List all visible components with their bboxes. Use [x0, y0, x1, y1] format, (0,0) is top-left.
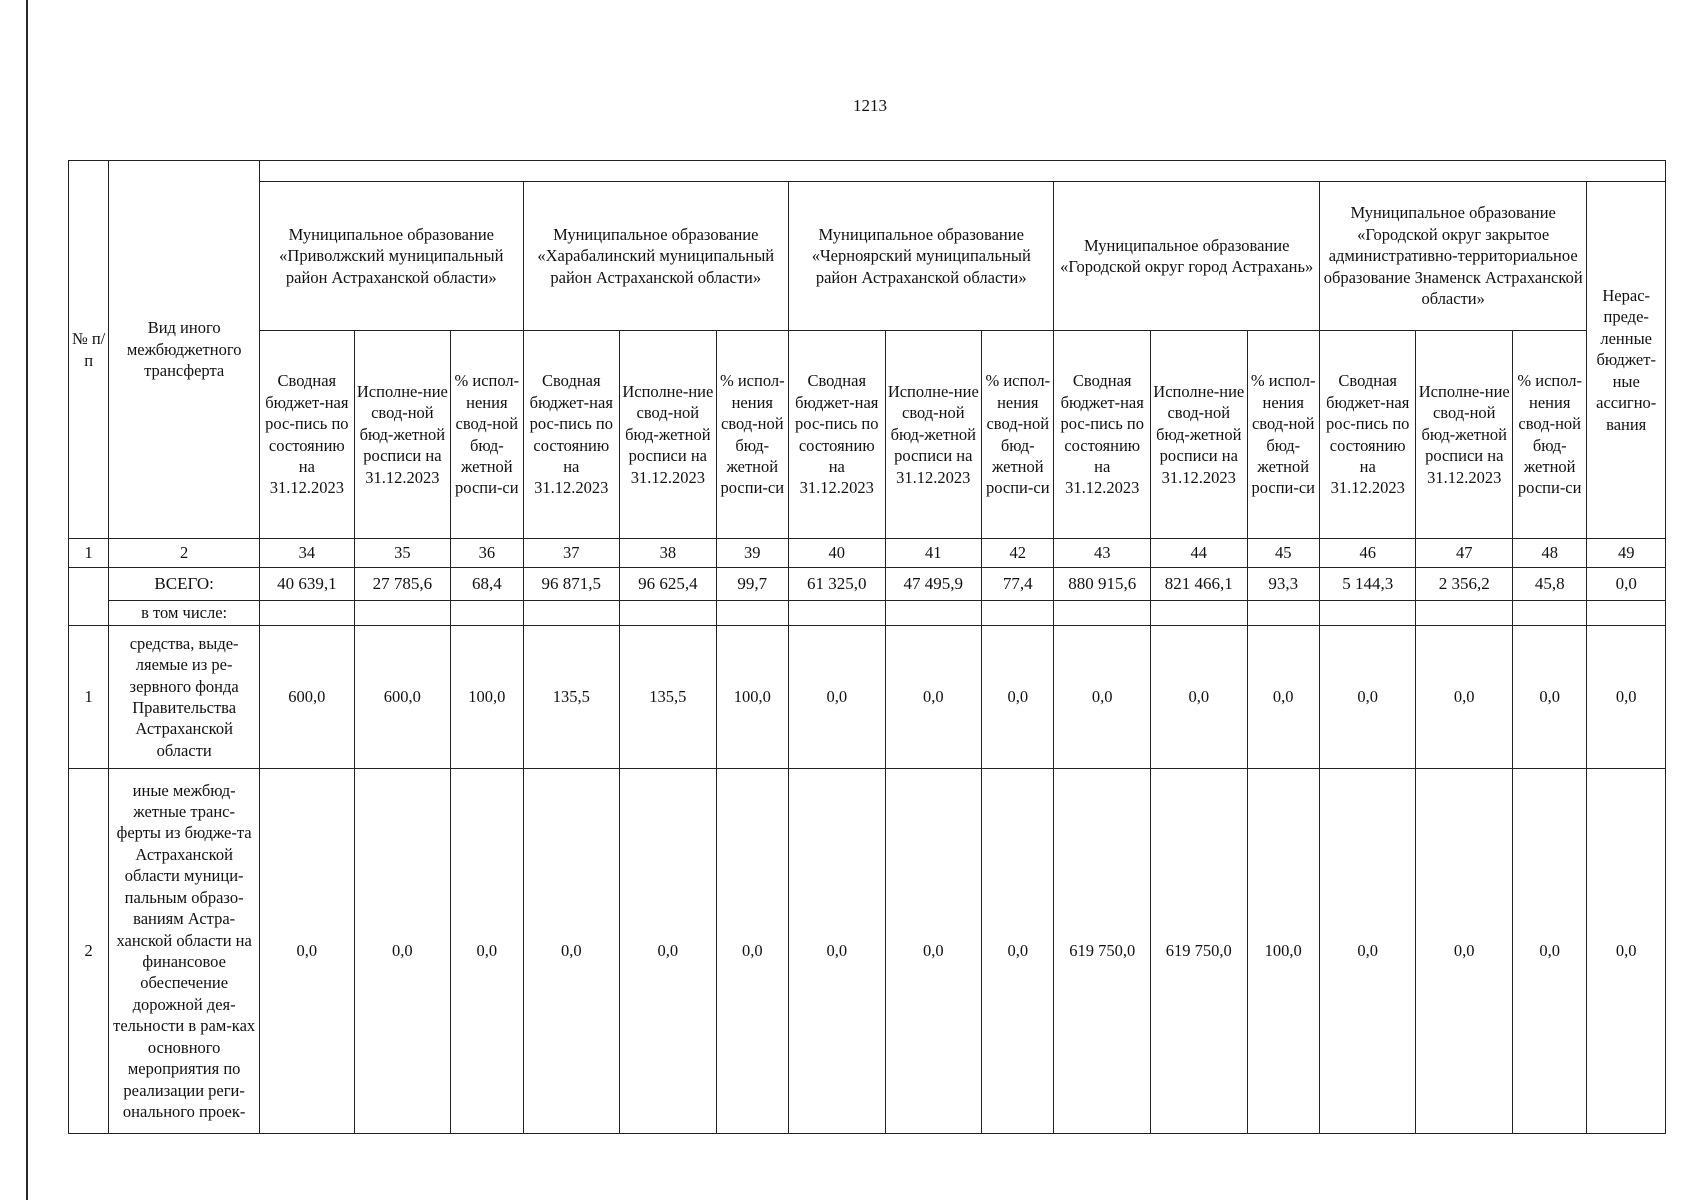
- column-number: 49: [1587, 539, 1666, 568]
- municipality-chernoyarsky: Муниципальное образование «Черноярский муниципальный район Астраханской области»: [789, 182, 1054, 331]
- table-cell: [354, 601, 451, 626]
- sub-header-exec: Исполне-ние свод-ной бюд-жетной росписи на 31.12.2023: [354, 331, 451, 539]
- table-cell: 0,0: [1247, 626, 1319, 769]
- table-cell: [1416, 601, 1513, 626]
- table-cell: 600,0: [354, 626, 451, 769]
- col-header-unallocated: Нерас-преде-ленные бюджет-ные ассигно-вания: [1587, 182, 1666, 539]
- table-cell: 0,0: [523, 769, 620, 1134]
- header-strip-cell: [260, 161, 1666, 182]
- table-cell: [1247, 601, 1319, 626]
- table-cell: 2 356,2: [1416, 568, 1513, 601]
- table-row-total: [69, 568, 1666, 601]
- table-cell: 0,0: [1416, 626, 1513, 769]
- table-cell: 821 466,1: [1151, 568, 1248, 601]
- budget-execution-table: [68, 160, 1666, 1134]
- sub-header-pct: % испол-нения свод-ной бюд-жетной роспи-си: [716, 331, 788, 539]
- scan-edge-line: [26, 0, 28, 1200]
- column-number: 37: [523, 539, 620, 568]
- table-cell: 68,4: [451, 568, 523, 601]
- table-cell: 47 495,9: [885, 568, 982, 601]
- table-row: [69, 769, 1666, 1134]
- table-cell: 0,0: [789, 626, 886, 769]
- table-cell: 0,0: [789, 769, 886, 1134]
- table-cell: 100,0: [716, 626, 788, 769]
- table-cell: 0,0: [1513, 626, 1587, 769]
- municipality-kharabalinsky: Муниципальное образование «Харабалинский муниципальный район Астраханской области»: [523, 182, 788, 331]
- table-cell: 619 750,0: [1054, 769, 1151, 1134]
- table-cell: 135,5: [620, 626, 717, 769]
- table-cell: 96 871,5: [523, 568, 620, 601]
- table-cell: [1587, 601, 1666, 626]
- table-cell: 99,7: [716, 568, 788, 601]
- table-cell: 0,0: [1151, 626, 1248, 769]
- header-top-strip: [69, 161, 1666, 182]
- table-cell: [1054, 601, 1151, 626]
- column-number: 35: [354, 539, 451, 568]
- column-number: 40: [789, 539, 886, 568]
- column-number: 43: [1054, 539, 1151, 568]
- table-cell: 600,0: [260, 626, 355, 769]
- table-cell: [716, 601, 788, 626]
- row-number: 1: [69, 626, 109, 769]
- table-cell: 0,0: [260, 769, 355, 1134]
- table-cell: 0,0: [451, 769, 523, 1134]
- table-cell: [620, 601, 717, 626]
- column-number: 46: [1319, 539, 1416, 568]
- table-cell: 0,0: [982, 769, 1054, 1134]
- table-cell: [1319, 601, 1416, 626]
- table-cell: 93,3: [1247, 568, 1319, 601]
- table-cell: 135,5: [523, 626, 620, 769]
- row-label-total: ВСЕГО:: [109, 568, 260, 601]
- sub-header-row: [69, 331, 1666, 539]
- column-number: 41: [885, 539, 982, 568]
- table-cell: 0,0: [1587, 626, 1666, 769]
- sub-header-plan: Сводная бюджет-ная рос-пись по состоянию на 31.12.2023: [260, 331, 355, 539]
- sub-header-exec: Исполне-ние свод-ной бюд-жетной росписи на 31.12.2023: [885, 331, 982, 539]
- table-cell: 0,0: [982, 626, 1054, 769]
- table-cell: 40 639,1: [260, 568, 355, 601]
- table-cell: [523, 601, 620, 626]
- row-number: [69, 568, 109, 626]
- sub-header-pct: % испол-нения свод-ной бюд-жетной роспи-си: [1247, 331, 1319, 539]
- municipality-znamensk: Муниципальное образование «Городской округ закрытое административно-территориальное образование Знаменск Астраханской области»: [1319, 182, 1586, 331]
- column-number-row: [69, 539, 1666, 568]
- sub-header-plan: Сводная бюджет-ная рос-пись по состоянию на 31.12.2023: [1054, 331, 1151, 539]
- sub-header-plan: Сводная бюджет-ная рос-пись по состоянию на 31.12.2023: [789, 331, 886, 539]
- table-cell: 0,0: [1319, 626, 1416, 769]
- column-number: 47: [1416, 539, 1513, 568]
- column-number: 48: [1513, 539, 1587, 568]
- table-cell: 0,0: [1587, 769, 1666, 1134]
- table-row-including: [69, 601, 1666, 626]
- table-cell: [885, 601, 982, 626]
- table-cell: 0,0: [1587, 568, 1666, 601]
- column-number: 39: [716, 539, 788, 568]
- table-cell: 77,4: [982, 568, 1054, 601]
- table-cell: 0,0: [885, 769, 982, 1134]
- table-cell: 0,0: [1319, 769, 1416, 1134]
- sub-header-pct: % испол-нения свод-ной бюд-жетной роспи-си: [451, 331, 523, 539]
- page-number: 1213: [853, 96, 887, 115]
- municipality-astrakhan-city: Муниципальное образование «Городской округ город Астрахань»: [1054, 182, 1319, 331]
- col-header-no: № п/п: [69, 161, 109, 539]
- table-cell: 0,0: [620, 769, 717, 1134]
- column-number: 2: [109, 539, 260, 568]
- column-number: 1: [69, 539, 109, 568]
- table-cell: [982, 601, 1054, 626]
- sub-header-pct: % испол-нения свод-ной бюд-жетной роспи-си: [1513, 331, 1587, 539]
- column-number: 38: [620, 539, 717, 568]
- table-cell: [260, 601, 355, 626]
- table-cell: [1513, 601, 1587, 626]
- table-cell: 45,8: [1513, 568, 1587, 601]
- table-cell: 96 625,4: [620, 568, 717, 601]
- table-cell: [789, 601, 886, 626]
- row-number: 2: [69, 769, 109, 1134]
- row-label-including: в том числе:: [109, 601, 260, 626]
- table-cell: 880 915,6: [1054, 568, 1151, 601]
- table-cell: 0,0: [1416, 769, 1513, 1134]
- table-cell: 100,0: [451, 626, 523, 769]
- table-cell: [1151, 601, 1248, 626]
- table-cell: 0,0: [885, 626, 982, 769]
- table-cell: 5 144,3: [1319, 568, 1416, 601]
- column-number: 36: [451, 539, 523, 568]
- col-header-transfer-type: Вид иного межбюджетного трансферта: [109, 161, 260, 539]
- sub-header-pct: % испол-нения свод-ной бюд-жетной роспи-си: [982, 331, 1054, 539]
- column-number: 42: [982, 539, 1054, 568]
- municipality-header-row: [69, 182, 1666, 331]
- sub-header-plan: Сводная бюджет-ная рос-пись по состоянию на 31.12.2023: [1319, 331, 1416, 539]
- column-number: 45: [1247, 539, 1319, 568]
- sub-header-plan: Сводная бюджет-ная рос-пись по состоянию на 31.12.2023: [523, 331, 620, 539]
- row-label: средства, выде-ляемые из ре-зервного фонда Правительства Астраханской области: [109, 626, 260, 769]
- table-cell: 0,0: [716, 769, 788, 1134]
- table-cell: 61 325,0: [789, 568, 886, 601]
- table-cell: 0,0: [1054, 626, 1151, 769]
- sub-header-exec: Исполне-ние свод-ной бюд-жетной росписи на 31.12.2023: [620, 331, 717, 539]
- sub-header-exec: Исполне-ние свод-ной бюд-жетной росписи на 31.12.2023: [1416, 331, 1513, 539]
- table-row: [69, 626, 1666, 769]
- row-label: иные межбюд-жетные транс-ферты из бюдже-та Астраханской области муници-пальным образо-ваниям Астра-ханской области на финансовое обеспечение дорожной дея-тельности в рам-ках основного мероприятия по реализации реги-онального проек-: [109, 769, 260, 1134]
- table-cell: 100,0: [1247, 769, 1319, 1134]
- table-cell: 619 750,0: [1151, 769, 1248, 1134]
- table-cell: [451, 601, 523, 626]
- municipality-privolzhsky: Муниципальное образование «Приволжский муниципальный район Астраханской области»: [260, 182, 523, 331]
- table-cell: 0,0: [354, 769, 451, 1134]
- table-cell: 0,0: [1513, 769, 1587, 1134]
- sub-header-exec: Исполне-ние свод-ной бюд-жетной росписи на 31.12.2023: [1151, 331, 1248, 539]
- table-cell: 27 785,6: [354, 568, 451, 601]
- column-number: 44: [1151, 539, 1248, 568]
- column-number: 34: [260, 539, 355, 568]
